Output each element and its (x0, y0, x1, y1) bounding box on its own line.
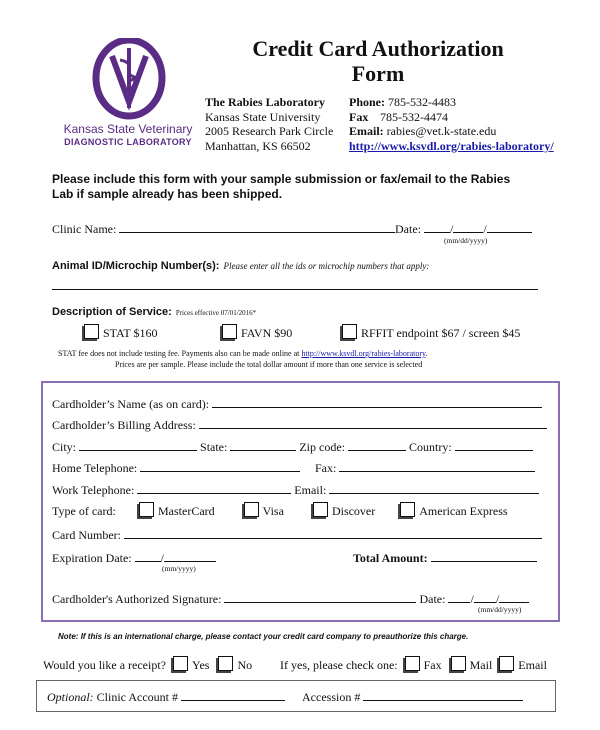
checkbox-delivery-email[interactable] (499, 656, 514, 671)
card-type-label: Type of card: (52, 504, 116, 518)
card-fax-label: Fax: (315, 461, 337, 475)
card-type-mastercard[interactable] (139, 504, 215, 518)
lab-website-link[interactable]: http://www.ksvdl.org/rabies-laboratory/ (349, 138, 554, 153)
lab-university: Kansas State University (205, 109, 321, 124)
page-title (200, 36, 556, 86)
delivery-email-label: Email (518, 658, 547, 672)
card-email-input[interactable] (329, 482, 539, 494)
receipt-label: Would you like a receipt? (43, 658, 166, 672)
optional-label: Optional: (47, 690, 94, 704)
phone-value: 785-532-4483 (388, 95, 456, 109)
delivery-fax[interactable] (405, 658, 442, 672)
card-email-label: Email: (294, 483, 327, 497)
checkbox-delivery-mail[interactable] (451, 656, 466, 671)
instructions (52, 172, 510, 202)
date-day-input[interactable] (453, 221, 483, 233)
service-stat[interactable] (84, 324, 158, 341)
expiration-format-hint: (mm/yyyy) (162, 564, 196, 573)
service-rffit[interactable] (342, 324, 520, 341)
card-name-row (52, 396, 542, 412)
lab-address (205, 95, 333, 153)
card-home-tel-input[interactable] (140, 460, 300, 472)
checkbox-no[interactable] (218, 656, 233, 671)
fee-note-text: STAT fee does not include testing fee. Payments also can be made online at (58, 349, 302, 358)
email-value: rabies@vet.k-state.edu (386, 124, 497, 138)
card-zip-label: Zip code: (299, 440, 345, 454)
fee-note (58, 349, 428, 358)
card-type-row (52, 502, 508, 519)
service-label: Description of Service: (52, 306, 172, 318)
card-state-label: State: (200, 440, 228, 454)
instructions-line1: Please include this form with your sample submission or fax/email to the Rabies (52, 172, 511, 186)
card-work-tel-row (52, 482, 539, 498)
checkbox-stat[interactable] (84, 324, 99, 339)
card-type-visa[interactable] (244, 504, 284, 518)
optional-row (47, 689, 523, 705)
instructions-line2: Lab if sample already has been shipped. (52, 187, 283, 201)
animal-id-label: Animal ID/Microchip Number(s): (52, 260, 220, 272)
check-one-label: If yes, please check one: (280, 658, 398, 672)
no-label: No (237, 658, 253, 672)
lab-street: 2005 Research Park Circle (205, 124, 334, 138)
clinic-name-input[interactable] (119, 221, 395, 233)
card-city-row (52, 439, 533, 455)
checkbox-amex[interactable] (400, 502, 415, 517)
card-country-input[interactable] (455, 439, 533, 451)
card-zip-input[interactable] (348, 439, 406, 451)
total-amount-label: Total Amount: (353, 551, 428, 565)
logo (63, 38, 196, 150)
service-row (52, 302, 256, 320)
title-line1: Credit Card Authorization (252, 36, 504, 61)
date-label: Date: (395, 222, 421, 236)
caduceus-logo-icon (84, 38, 174, 120)
date-row (395, 221, 532, 237)
animal-id-note: Please enter all the ids or microchip numbers that apply: (223, 261, 430, 271)
card-work-tel-label: Work Telephone: (52, 483, 135, 497)
card-expiration-label: Expiration Date: (52, 551, 132, 565)
delivery-mail[interactable] (451, 658, 493, 672)
card-number-label: Card Number: (52, 528, 121, 542)
fee-note-link[interactable]: http://www.ksvdl.org/rabies-laboratory (301, 349, 426, 358)
fee-note-end: . (425, 349, 428, 358)
card-number-input[interactable] (124, 527, 542, 539)
logo-name-line1: Kansas State Veterinary (63, 122, 193, 136)
card-fax-row (315, 460, 535, 476)
service-stat-label: STAT $160 (103, 326, 158, 340)
visa-label: Visa (262, 504, 284, 518)
signature-input[interactable] (224, 591, 416, 603)
accession-input[interactable] (363, 689, 523, 701)
phone-label: Phone: (349, 95, 385, 109)
signature-row (52, 591, 529, 607)
lab-name: The Rabies Laboratory (205, 95, 325, 109)
lab-contact (349, 95, 554, 153)
fee-note-line2: Prices are per sample. Please include the total dollar amount if more than one service is selected (115, 360, 423, 369)
receipt-row (43, 656, 252, 673)
note-text: If this is an international charge, please contact your credit card company to preauthorize this charge. (80, 632, 469, 641)
receipt-yes[interactable] (173, 658, 209, 672)
sig-date-day-input[interactable] (474, 591, 496, 603)
card-home-tel-label: Home Telephone: (52, 461, 138, 475)
delivery-row (280, 656, 547, 673)
service-favn-label: FAVN $90 (241, 326, 293, 340)
service-note: Prices effective 07/01/2016* (175, 309, 257, 317)
international-note (58, 632, 468, 641)
email-label: Email: (349, 124, 384, 138)
card-number-row (52, 527, 542, 543)
checkbox-delivery-fax[interactable] (405, 656, 420, 671)
card-fax-input[interactable] (339, 460, 535, 472)
discover-label: Discover (331, 504, 376, 518)
card-name-input[interactable] (212, 396, 542, 408)
animal-id-row (52, 256, 429, 274)
card-state-input[interactable] (230, 439, 296, 451)
checkbox-rffit[interactable] (342, 324, 357, 339)
lab-city: Manhattan, KS 66502 (205, 138, 311, 153)
date-sep-2: / (483, 222, 487, 236)
total-amount-row (353, 550, 537, 566)
sig-date-format-hint: (mm/dd/yyyy) (478, 605, 522, 614)
checkbox-discover[interactable] (313, 502, 328, 517)
clinic-name-label: Clinic Name: (52, 222, 117, 236)
clinic-name-row (52, 221, 395, 237)
sig-date-label: Date: (419, 592, 446, 606)
checkbox-yes[interactable] (173, 656, 188, 671)
card-name-label: Cardholder’s Name (as on card): (52, 397, 210, 411)
checkbox-favn[interactable] (222, 324, 237, 339)
total-amount-input[interactable] (431, 550, 537, 562)
animal-id-input[interactable] (52, 289, 538, 290)
sig-date-month-input[interactable] (448, 591, 470, 603)
date-sep-1: / (450, 222, 454, 236)
date-year-input[interactable] (487, 221, 532, 233)
fax-value: 785-532-4474 (380, 109, 448, 124)
delivery-mail-label: Mail (469, 658, 493, 672)
card-address-label: Cardholder’s Billing Address: (52, 418, 196, 432)
card-country-label: Country: (409, 440, 452, 454)
date-format-hint: (mm/dd/yyyy) (444, 236, 488, 245)
card-city-label: City: (52, 440, 77, 454)
yes-label: Yes (192, 658, 210, 672)
sig-sep-2: / (495, 592, 500, 606)
delivery-email[interactable] (499, 658, 547, 672)
accession-label: Accession # (302, 690, 361, 704)
card-city-input[interactable] (79, 439, 197, 451)
clinic-account-input[interactable] (181, 689, 285, 701)
card-work-tel-input[interactable] (137, 482, 291, 494)
receipt-no[interactable] (218, 658, 252, 672)
date-month-input[interactable] (424, 221, 450, 233)
card-exp-month-input[interactable] (135, 550, 161, 562)
card-type-amex[interactable] (400, 504, 507, 518)
amex-label: American Express (419, 504, 508, 518)
title-line2: Form (351, 61, 405, 86)
card-home-tel-row (52, 460, 300, 476)
checkbox-mastercard[interactable] (139, 502, 154, 517)
exp-sep: / (160, 551, 164, 565)
card-type-discover[interactable] (313, 504, 375, 518)
mastercard-label: MasterCard (158, 504, 215, 518)
service-favn[interactable] (222, 324, 292, 341)
signature-label: Cardholder's Authorized Signature: (52, 592, 222, 606)
card-address-input[interactable] (199, 417, 547, 429)
service-rffit-label: RFFIT endpoint $67 / screen $45 (361, 326, 521, 340)
fax-label: Fax (349, 109, 369, 124)
checkbox-visa[interactable] (244, 502, 259, 517)
sig-sep-1: / (470, 592, 474, 606)
sig-date-year-input[interactable] (499, 591, 529, 603)
card-address-row (52, 417, 547, 433)
logo-name-line2: DIAGNOSTIC LABORATORY (64, 137, 192, 147)
card-exp-year-input[interactable] (164, 550, 216, 562)
delivery-fax-label: Fax (423, 658, 442, 672)
clinic-account-label: Clinic Account # (96, 690, 178, 704)
note-label: Note: (58, 632, 79, 641)
